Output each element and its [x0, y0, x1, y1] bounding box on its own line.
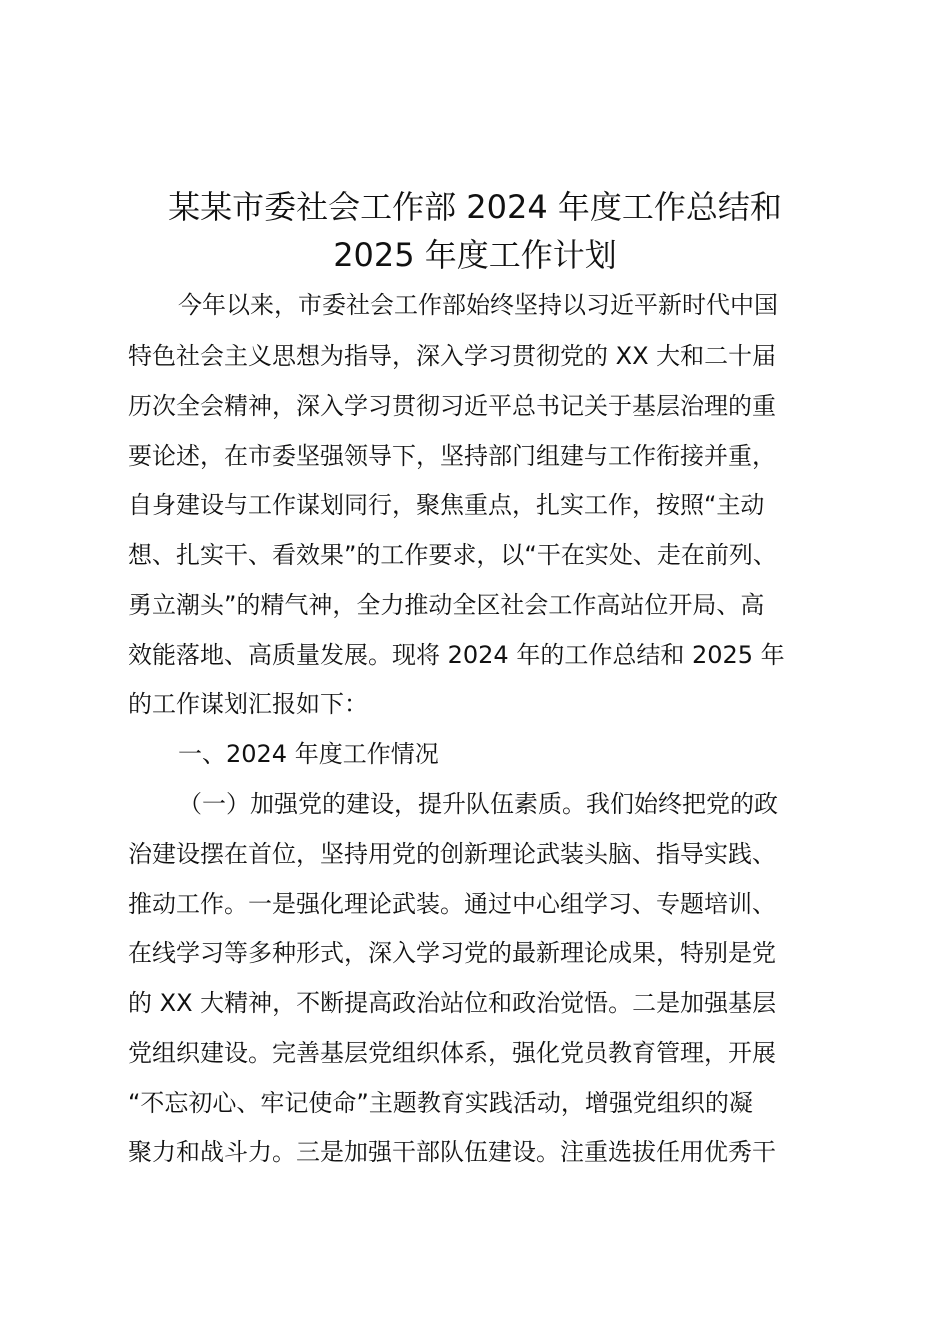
section-paragraph-line: 推动工作。一是强化理论武装。通过中心组学习、专题培训、	[128, 890, 776, 918]
section-paragraph-line: 在线学习等多种形式，深入学习党的最新理论成果，特别是党	[128, 939, 776, 967]
intro-paragraph-line: 想、扎实干、看效果”的工作要求，以“干在实处、走在前列、	[128, 541, 777, 569]
intro-paragraph-line: 自身建设与工作谋划同行，聚焦重点，扎实工作，按照“主动	[128, 491, 765, 519]
intro-paragraph-line: 勇立潮头”的精气神，全力推动全区社会工作高站位开局、高	[128, 591, 765, 619]
section-paragraph-line: “不忘初心、牢记使命”主题教育实践活动，增强党组织的凝	[128, 1089, 753, 1117]
section-heading: 一、2024 年度工作情况	[178, 740, 439, 768]
intro-paragraph-line: 今年以来，市委社会工作部始终坚持以习近平新时代中国	[178, 291, 778, 319]
document-title-line-1: 某某市委社会工作部 2024 年度工作总结和	[168, 188, 782, 226]
intro-paragraph-line: 特色社会主义思想为指导，深入学习贯彻党的 XX 大和二十届	[128, 342, 777, 370]
section-paragraph-line: 党组织建设。完善基层党组织体系，强化党员教育管理，开展	[128, 1039, 776, 1067]
section-paragraph-line: （一）加强党的建设，提升队伍素质。我们始终把党的政	[178, 790, 778, 818]
intro-paragraph-line: 要论述，在市委坚强领导下，坚持部门组建与工作衔接并重，	[128, 442, 776, 470]
intro-paragraph-line: 的工作谋划汇报如下：	[128, 690, 368, 718]
document-title-line-2: 2025 年度工作计划	[333, 236, 617, 274]
intro-paragraph-line: 历次全会精神，深入学习贯彻习近平总书记关于基层治理的重	[128, 392, 776, 420]
section-paragraph-line: 聚力和战斗力。三是加强干部队伍建设。注重选拔任用优秀干	[128, 1138, 776, 1166]
intro-paragraph-line: 效能落地、高质量发展。现将 2024 年的工作总结和 2025 年	[128, 641, 785, 669]
section-paragraph-line: 的 XX 大精神，不断提高政治站位和政治觉悟。二是加强基层	[128, 989, 777, 1017]
section-paragraph-line: 治建设摆在首位，坚持用党的创新理论武装头脑、指导实践、	[128, 840, 776, 868]
